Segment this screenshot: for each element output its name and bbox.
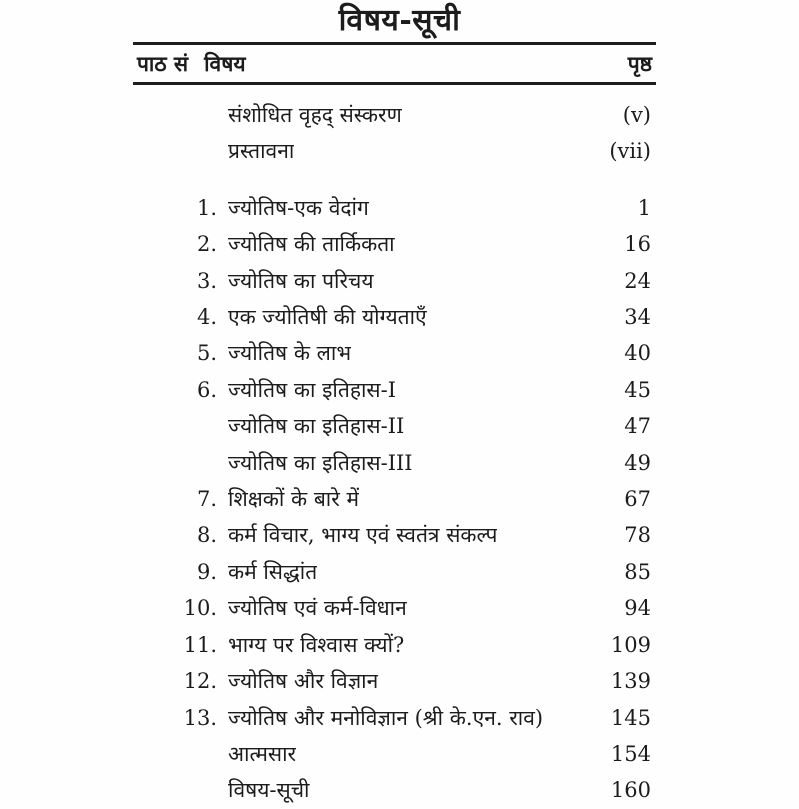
entry-page: 145	[610, 705, 651, 730]
toc-row	[133, 190, 656, 226]
toc-row	[133, 299, 656, 335]
entry-page: 109	[610, 632, 651, 657]
entry-title: ज्योतिष के लाभ	[228, 341, 352, 366]
entry-number	[133, 736, 217, 772]
entry-page: 40	[624, 341, 651, 366]
toc-row	[133, 772, 656, 808]
toc-row	[133, 736, 656, 772]
entry-title: प्रस्तावना	[228, 139, 295, 164]
entry-page: 34	[624, 305, 651, 330]
header-subject: विषय	[204, 50, 246, 76]
toc-row	[133, 663, 656, 699]
entry-page: 1	[637, 195, 651, 220]
toc-row	[133, 372, 656, 408]
entry-number: 12.	[183, 669, 217, 694]
entry-title: कर्म सिद्धांत	[228, 559, 318, 584]
toc-row	[133, 408, 656, 444]
entry-page: 160	[610, 778, 651, 803]
entry-title: एक ज्योतिषी की योग्यताएँ	[228, 305, 427, 330]
toc-row	[133, 481, 656, 517]
entry-title: ज्योतिष एवं कर्म-विधान	[228, 596, 407, 621]
entry-title: भाग्य पर विश्वास क्यों?	[228, 632, 405, 657]
entry-number: 9.	[196, 559, 217, 584]
entry-title: ज्योतिष का इतिहास-III	[228, 450, 413, 475]
entry-page: 94	[624, 596, 651, 621]
entry-title: संशोधित वृहद् संस्करण	[228, 103, 402, 127]
entry-number	[133, 772, 217, 808]
header-page-no: पृष्ठ	[627, 50, 652, 76]
entry-title: विषय-सूची	[228, 778, 310, 803]
entry-page: 78	[624, 523, 651, 548]
header-lesson-no: पाठ सं	[137, 50, 189, 76]
entry-title: शिक्षकों के बारे में	[228, 487, 360, 512]
entry-page: 154	[610, 741, 651, 766]
entry-number	[133, 445, 217, 481]
entry-number: 8.	[196, 523, 217, 548]
entry-number	[133, 408, 217, 444]
page-title: विषय-सूची	[338, 3, 461, 38]
toc-row	[133, 590, 656, 626]
entry-number: 2.	[196, 232, 217, 257]
entry-number: 6.	[196, 377, 217, 402]
toc-entries	[133, 190, 656, 809]
toc-row	[133, 627, 656, 663]
toc-row	[133, 445, 656, 481]
entry-page: (v)	[622, 103, 651, 127]
toc-row	[133, 554, 656, 590]
entry-number: 13.	[183, 705, 217, 730]
toc-row	[133, 226, 656, 262]
front-matter	[133, 97, 656, 170]
entry-page: 49	[624, 450, 651, 475]
toc-header	[133, 42, 656, 85]
entry-number	[133, 133, 217, 169]
entry-title: ज्योतिष और विज्ञान	[228, 669, 379, 694]
entry-number: 3.	[196, 268, 217, 293]
entry-page: 16	[624, 232, 651, 257]
entry-title: ज्योतिष का इतिहास-I	[228, 377, 396, 402]
entry-number: 7.	[196, 487, 217, 512]
entry-title: ज्योतिष का इतिहास-II	[228, 414, 405, 439]
toc-row	[133, 133, 656, 169]
entry-title: ज्योतिष-एक वेदांग	[228, 195, 369, 220]
entry-number	[133, 97, 217, 133]
entry-number: 10.	[183, 596, 217, 621]
toc-row	[133, 517, 656, 553]
entry-number: 1.	[196, 195, 217, 220]
toc-row	[133, 263, 656, 299]
entry-page: 45	[624, 377, 651, 402]
entry-page: 24	[624, 268, 651, 293]
entry-title: ज्योतिष का परिचय	[228, 268, 374, 293]
toc-content	[133, 42, 656, 809]
entry-title: कर्म विचार, भाग्य एवं स्वतंत्र संकल्प	[228, 523, 498, 548]
entry-number: 11.	[183, 632, 217, 657]
entry-page: 85	[624, 559, 651, 584]
entry-page: 139	[610, 669, 651, 694]
toc-row	[133, 700, 656, 736]
entry-number: 5.	[196, 341, 217, 366]
toc-row	[133, 335, 656, 371]
entry-title: ज्योतिष की तार्किकता	[228, 232, 395, 257]
entry-number: 4.	[196, 305, 217, 330]
entry-title: आत्मसार	[228, 741, 297, 766]
entry-page: (vii)	[609, 139, 651, 164]
entry-page: 67	[624, 487, 651, 512]
entry-title: ज्योतिष और मनोविज्ञान (श्री के.एन. राव)	[228, 705, 544, 730]
entry-page: 47	[624, 414, 651, 439]
toc-row	[133, 97, 656, 133]
